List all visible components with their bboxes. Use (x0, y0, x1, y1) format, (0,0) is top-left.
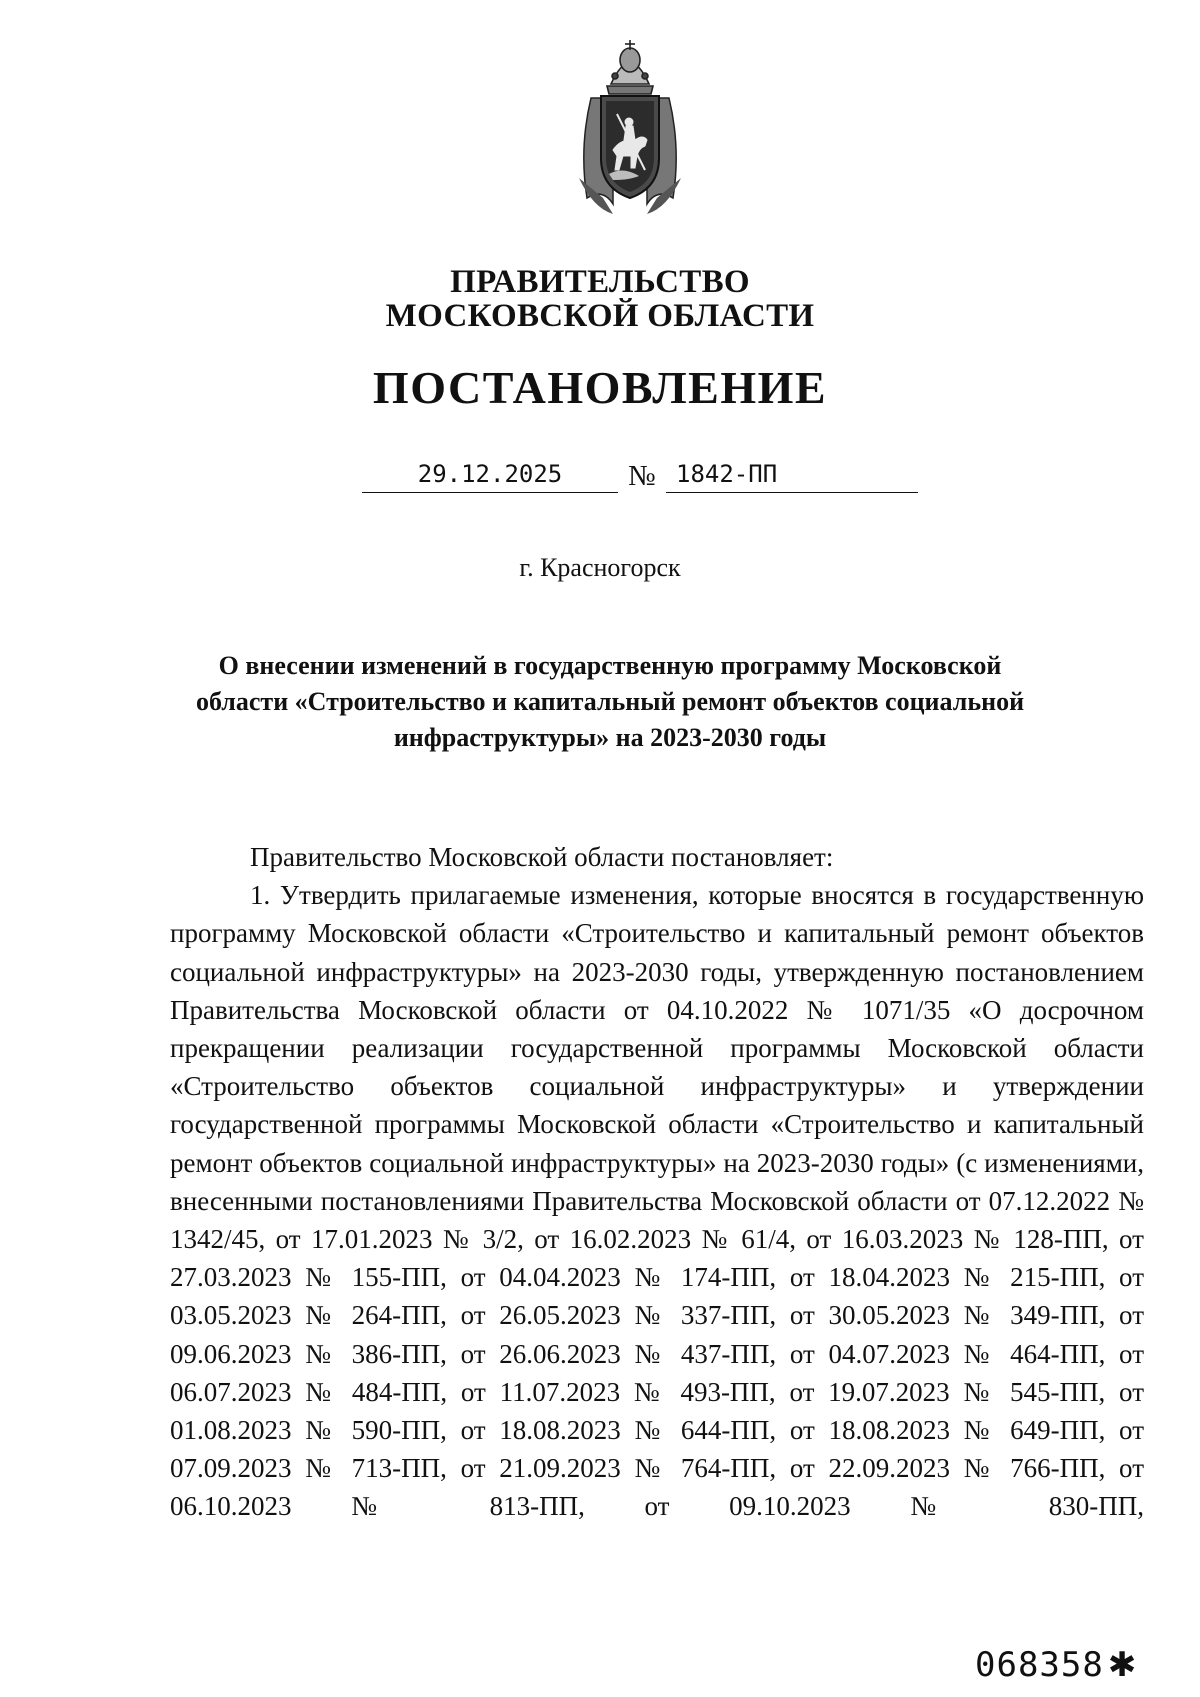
document-date: 29.12.2025 (362, 456, 618, 493)
document-number: 1842-ПП (666, 456, 918, 493)
document-body (170, 838, 1144, 1526)
serial-number (975, 1645, 1137, 1685)
organization-name-line1: ПРАВИТЕЛЬСТВО (450, 264, 750, 300)
asterisk-mark: ✱ (1107, 1645, 1138, 1685)
item-1-paragraph: 1. Утвердить прилагаемые изменения, которые вносятся в государственную программу Московской области «Строительство и капитальный ремонт объектов социальной инфраструктуры» на 2023-2030 годы, утвержденную постановлением Правительства Московской области от 04.10.2022 № 1071/35 «О досрочном прекращении реализации государственной программы Московской области «Строительство объектов социальной инфраструктуры» и утверждении государственной программы Московской области «Строительство и капитальный ремонт объектов социальной инфраструктуры» на 2023-2030 годы» (с изменениями, внесенными постановлениями Правительства Московской области от 07.12.2022 № 1342/45, от 17.01.2023 № 3/2, от 16.02.2023 № 61/4, от 16.03.2023 № 128-ПП, от 27.03.2023 № 155-ПП, от 04.04.2023 № 174-ПП, от 18.04.2023 № 215-ПП, от 03.05.2023 № 264-ПП, от 26.05.2023 № 337-ПП, от 30.05.2023 № 349-ПП, от 09.06.2023 № 386-ПП, от 26.06.2023 № 437-ПП, от 04.07.2023 № 464-ПП, от 06.07.2023 № 484-ПП, от 11.07.2023 № 493-ПП, от 19.07.2023 № 545-ПП, от 01.08.2023 № 590-ПП, от 18.08.2023 № 644-ПП, от 18.08.2023 № 649-ПП, от 07.09.2023 № 713-ПП, от 21.09.2023 № 764-ПП, от 22.09.2023 № 766-ПП, от 06.10.2023 № 813-ПП, от 09.10.2023 № 830-ПП, (170, 880, 1144, 1522)
intro-paragraph: Правительство Московской области постановляет: (250, 842, 834, 872)
serial-number-value: 068358 (975, 1645, 1104, 1685)
organization-name-line2: МОСКОВСКОЙ ОБЛАСТИ (385, 298, 815, 334)
city: г. Красногорск (519, 553, 681, 582)
registration-line (0, 456, 1200, 496)
coat-of-arms-icon (573, 38, 687, 218)
document-type: ПОСТАНОВЛЕНИЕ (372, 362, 828, 413)
number-sign: № (628, 460, 656, 492)
document-title: О внесении изменений в государственную программу Московской области «Строительство и капитальный ремонт объектов социальной инфраструктуры» на 2023-2030 годы (195, 651, 1025, 752)
